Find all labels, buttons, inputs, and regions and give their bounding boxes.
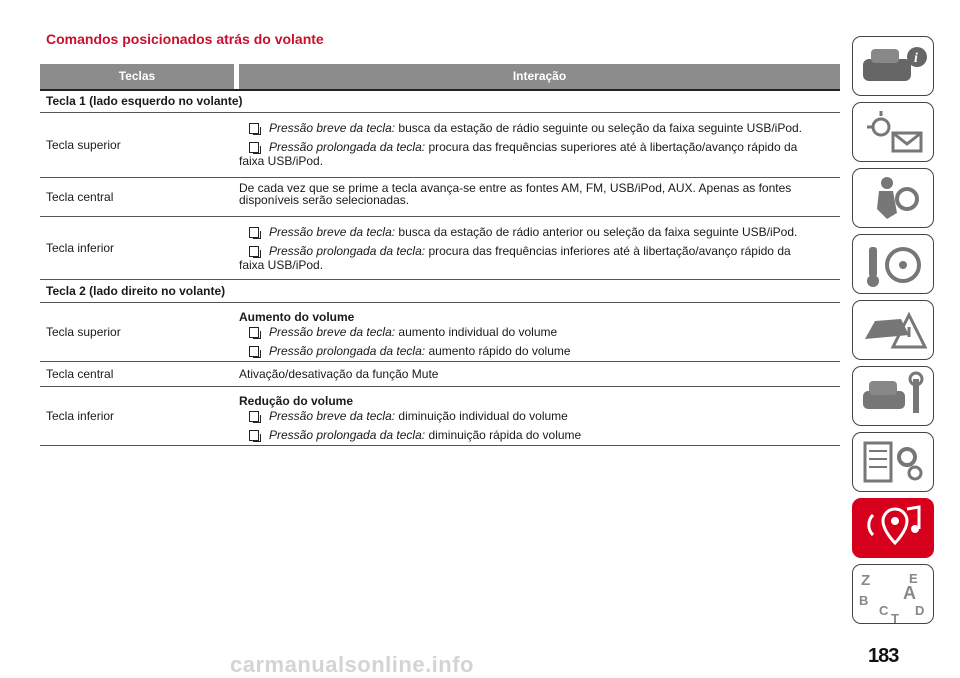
interaction-cell (239, 217, 840, 279)
key-cell: Tecla inferior (46, 241, 115, 255)
index-letter-a: A (903, 583, 916, 603)
tab-technical-data[interactable] (852, 432, 934, 492)
bullet-icon (249, 430, 259, 441)
list-item (239, 244, 840, 272)
tab-maintenance[interactable] (852, 366, 934, 426)
bullet-icon (249, 346, 259, 357)
short-press-label: Pressão breve da tecla: (269, 409, 396, 423)
svg-text:i: i (914, 51, 918, 66)
header-keys: Teclas (40, 64, 234, 89)
technical-data-icon (853, 433, 935, 493)
long-press-label: Pressão prolongada da tecla: (269, 244, 426, 258)
interaction-cell (239, 387, 840, 445)
tab-emergency[interactable] (852, 300, 934, 360)
list-item (239, 428, 840, 442)
table-row (40, 113, 840, 178)
table-row (40, 303, 840, 362)
interaction-cell (239, 113, 840, 177)
table-row (40, 387, 840, 446)
short-press-label: Pressão breve da tecla: (269, 225, 396, 239)
long-press-text-cont: faixa USB/iPod. (239, 154, 324, 168)
key-cell: Tecla inferior (46, 409, 115, 423)
header-rule (40, 89, 840, 91)
index-letter-d: D (915, 603, 925, 618)
short-press-text: busca da estação de rádio anterior ou seleção da faixa seguinte USB/iPod. (395, 225, 798, 239)
index-letter-t: T (891, 611, 899, 625)
key-cell: Tecla superior (46, 138, 121, 152)
index-letter-c: C (879, 603, 889, 618)
key-cell: Tecla superior (46, 325, 121, 339)
key-cell: Tecla central (46, 367, 114, 381)
page-number: 183 (868, 645, 899, 667)
bullet-icon (249, 123, 259, 134)
tab-safety[interactable] (852, 168, 934, 228)
index-icon (853, 565, 935, 625)
interaction-cell (239, 178, 840, 216)
short-press-text: diminuição individual do volume (395, 409, 568, 423)
warning-lights-icon (853, 103, 935, 163)
interaction-cell (239, 303, 840, 361)
volume-up-heading: Aumento do volume (239, 310, 355, 324)
list-item (239, 121, 840, 135)
key-cell: Tecla central (46, 190, 114, 204)
tab-car-info[interactable] (852, 36, 934, 96)
mute-text: Ativação/desativação da função Mute (239, 367, 439, 381)
list-item (239, 225, 840, 239)
list-item (239, 325, 840, 339)
table-row (40, 362, 840, 387)
tab-warning-lights[interactable] (852, 102, 934, 162)
page-title: Comandos posicionados atrás do volante (46, 31, 324, 47)
volume-down-heading: Redução do volume (239, 394, 354, 408)
tab-multimedia[interactable] (852, 498, 934, 558)
long-press-text: procura das frequências superiores até à libertação/avanço rápido da (425, 140, 798, 154)
index-letter-b: B (859, 593, 869, 608)
table-row (40, 217, 840, 280)
description-text: De cada vez que se prime a tecla avança-se entre as fontes AM, FM, USB/iPod, AUX. Apenas as fontes disponíveis serão selecionadas. (239, 181, 792, 207)
index-letter-z: Z (861, 572, 871, 589)
long-press-text: procura das frequências inferiores até à libertação/avanço rápido da (425, 244, 791, 258)
bullet-icon (249, 246, 259, 257)
emergency-icon (853, 301, 935, 361)
bullet-icon (249, 227, 259, 238)
long-press-label: Pressão prolongada da tecla: (269, 344, 426, 358)
multimedia-icon (853, 499, 935, 559)
tab-index[interactable] (852, 564, 934, 624)
long-press-text: aumento rápido do volume (425, 344, 571, 358)
table-row (40, 178, 840, 217)
list-item (239, 344, 840, 358)
starting-driving-icon (853, 235, 935, 295)
interaction-cell (239, 362, 840, 386)
tab-starting-driving[interactable] (852, 234, 934, 294)
section-left-key: Tecla 1 (lado esquerdo no volante) (40, 90, 840, 113)
table-header (40, 64, 840, 90)
maintenance-icon (853, 367, 935, 427)
header-interaction: Interação (239, 64, 840, 89)
watermark: carmanualsonline.info (230, 652, 474, 677)
safety-airbag-icon (853, 169, 935, 229)
index-letter-e: E (909, 571, 918, 586)
list-item (239, 409, 840, 423)
long-press-label: Pressão prolongada da tecla: (269, 140, 426, 154)
short-press-text: aumento individual do volume (395, 325, 558, 339)
short-press-label: Pressão breve da tecla: (269, 325, 396, 339)
long-press-label: Pressão prolongada da tecla: (269, 428, 426, 442)
section-right-key: Tecla 2 (lado direito no volante) (40, 280, 840, 303)
car-info-icon (853, 37, 935, 97)
bullet-icon (249, 327, 259, 338)
long-press-text-cont: faixa USB/iPod. (239, 258, 324, 272)
bullet-icon (249, 411, 259, 422)
controls-table (40, 64, 840, 446)
list-item (239, 140, 840, 168)
short-press-text: busca da estação de rádio seguinte ou seleção da faixa seguinte USB/iPod. (395, 121, 803, 135)
short-press-label: Pressão breve da tecla: (269, 121, 396, 135)
bullet-icon (249, 142, 259, 153)
long-press-text: diminuição rápida do volume (425, 428, 582, 442)
